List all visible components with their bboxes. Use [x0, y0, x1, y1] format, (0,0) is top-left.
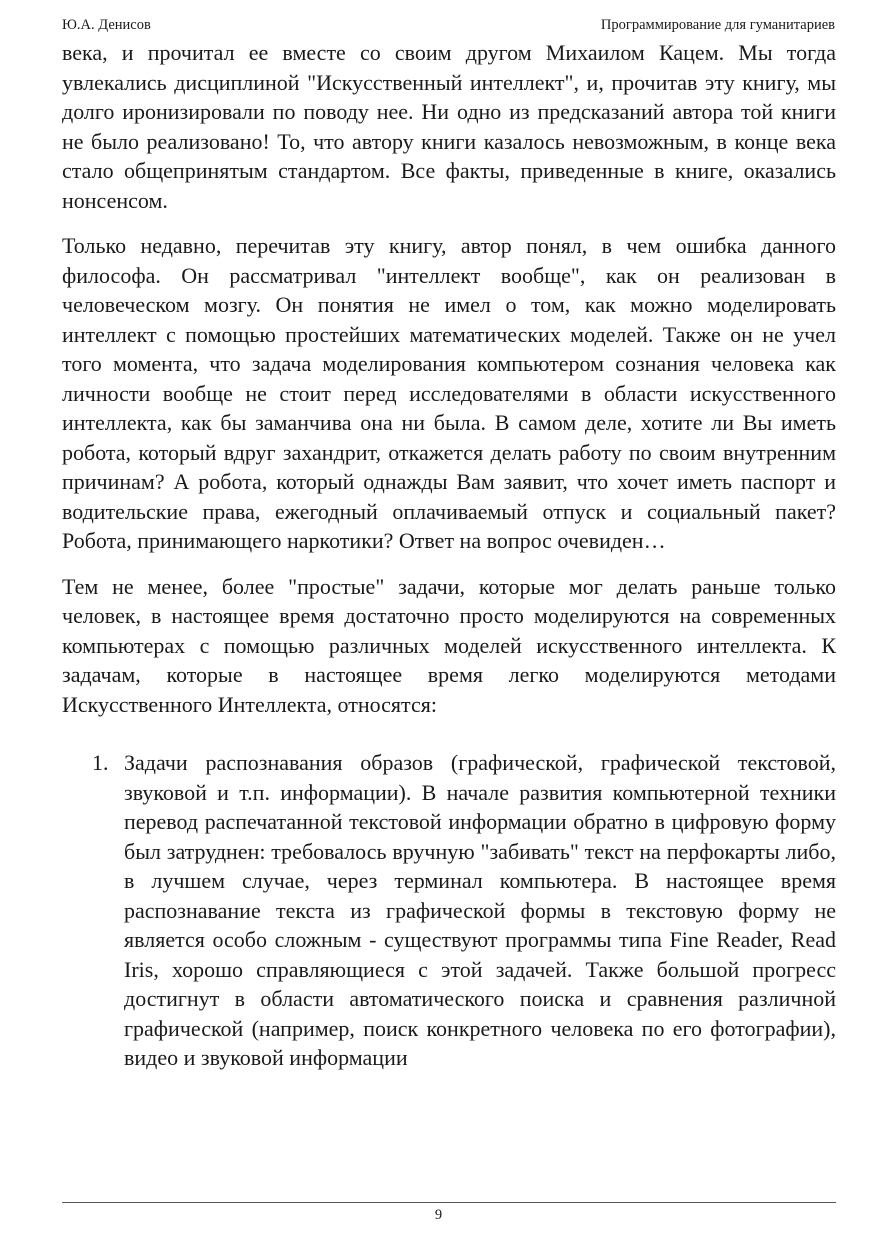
paragraph: Тем не менее, более "простые" задачи, которые мог делать раньше только человек, в настоящее время достаточно просто моделируются на современных компьютерах с помощью различных моделей искусственного интеллекта. К задачам, которые в настоящее время легко моделируются методами Искусственного Интеллекта, относятся: [62, 573, 836, 717]
paragraph: Только недавно, перечитав эту книгу, автор понял, в чем ошибка данного философа. Он рассматривал "интеллект вообще", как он реализован в человеческом мозгу. Он понятия не имел о том, как можно моделировать интеллект с помощью простейших математических моделей. Также он не учел того момента, что задача моделирования компьютером сознания человека как личности вообще не стоит перед исследователями в области искусственного интеллекта, как бы заманчива она ни была. В самом деле, хотите ли Вы иметь робота, который вдруг захандрит, откажется делать работу по своим внутренним причинам? А робота, который однажды Вам заявит, что хочет иметь паспорт и водительские права, ежегодный оплачиваемый отпуск и социальный пакет? Робота, принимающего наркотики? Ответ на вопрос очевиден… [62, 233, 836, 553]
page-body [62, 38, 836, 1073]
page-number: 9 [434, 1207, 443, 1223]
paragraph: века, и прочитал ее вместе со своим другом Михаилом Кацем. Мы тогда увлекались дисциплиной "Искусственный интеллект", и, прочитав эту книгу, мы долго иронизировали по поводу нее. Ни одно из предсказаний автора той книги не было реализовано! То, что автору книги казалось невозможным, в конце века стало общепринятым стандартом. Все факты, приведенные в книге, оказались нонсенсом. [62, 40, 836, 213]
running-header [62, 16, 835, 34]
list-item-number: 1. [92, 750, 109, 775]
header-author: Ю.А. Денисов [62, 17, 151, 33]
header-book-title: Программирование для гуманитариев [600, 17, 835, 33]
numbered-list [62, 748, 836, 1073]
footer-divider [62, 1202, 836, 1203]
list-item [62, 748, 836, 1073]
list-item-text: Задачи распознавания образов (графической, графической текстовой, звуковой и т.п. информации). В начале развития компьютерной техники перевод распечатанной текстовой информации обратно в цифровую форму был затруднен: требовалось вручную "забивать" текст на перфокарты либо, в лучшем случае, через терминал компьютера. В настоящее время распознавание текста из графической формы в текстовую форму не является особо сложным - существуют программы типа Fine Reader, Read Iris, хорошо справляющиеся с этой задачей. Также большой прогресс достигнут в области автоматического поиска и сравнения различной графической (например, поиск конкретного человека по его фотографии), видео и звуковой информации [124, 750, 836, 1070]
